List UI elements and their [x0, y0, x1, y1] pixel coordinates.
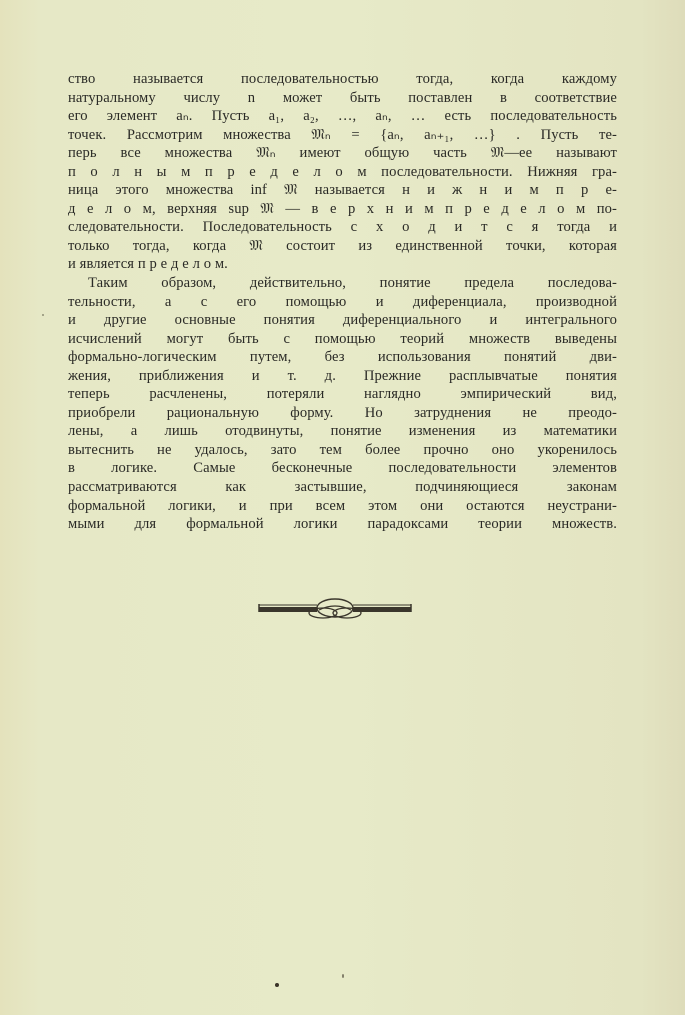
text-line: точек. Рассмотрим множества 𝔐ₙ = {aₙ, aₙ₊₁, …} . Пусть те-	[68, 126, 617, 143]
paragraph-1	[68, 70, 617, 274]
knot-ornament-icon	[257, 598, 413, 622]
text-line: тельности, а с его помощью и диференциала, производной	[68, 293, 617, 310]
text-line: и является п р е д е л о м.	[68, 256, 228, 273]
text-line: мыми для формальной логики парадоксами теории множеств.	[68, 516, 617, 533]
text-line: формальной логики, и при всем этом они остаются неустрани-	[68, 497, 617, 514]
text-line: исчислений могут быть с помощью теорий множеств выведены	[68, 330, 617, 347]
paragraph-2	[68, 274, 617, 534]
paper-speck	[42, 314, 44, 316]
text-line: только тогда, когда 𝔐 состоит из единственной точки, которая	[68, 237, 617, 254]
text-line: и другие основные понятия диференциального и интегрального	[68, 312, 617, 329]
text-line: д е л о м, верхняя sup 𝔐 — в е р х н и м п р е д е л о м по-	[68, 200, 617, 217]
paper-speck	[275, 983, 279, 987]
paper-speck	[342, 974, 344, 978]
text-line: приобрели рациональную форму. Но затруднения не преодо-	[68, 404, 617, 421]
text-line: п о л н ы м п р е д е л о м последовательности. Нижняя гра-	[68, 163, 617, 180]
text-line: Таким образом, действительно, понятие предела последова-	[88, 275, 617, 292]
text-line: теперь расчленены, потеряли наглядно эмпирический вид,	[68, 386, 617, 403]
text-line: рассматриваются как застывшие, подчиняющиеся законам	[68, 479, 617, 496]
text-line: натуральному числу n может быть поставлен в соответствие	[68, 89, 617, 106]
text-line: вытеснить не удалось, зато тем более прочно оно укоренилось	[68, 441, 617, 458]
text-line: в логике. Самые бесконечные последовательности элементов	[68, 460, 617, 477]
body-text	[68, 70, 617, 534]
text-line: лены, а лишь отодвинуты, понятие изменения из математики	[68, 423, 617, 440]
text-line: следовательности. Последовательность с х о д и т с я тогда и	[68, 219, 617, 236]
text-line: ство называется последовательностью тогда, когда каждому	[68, 71, 617, 87]
text-line: жения, приближения и т. д. Прежние расплывчатые понятия	[68, 367, 617, 384]
text-line: его элемент aₙ. Пусть a₁, a₂, …, aₙ, … есть последовательность	[68, 108, 617, 125]
text-line: формально-логическим путем, без использования понятий дви-	[68, 349, 617, 366]
text-line: перь все множества 𝔐ₙ имеют общую часть 𝔐—ее называют	[68, 145, 617, 162]
text-line: ница этого множества inf 𝔐 называется н и ж н и м п р е-	[68, 182, 617, 199]
